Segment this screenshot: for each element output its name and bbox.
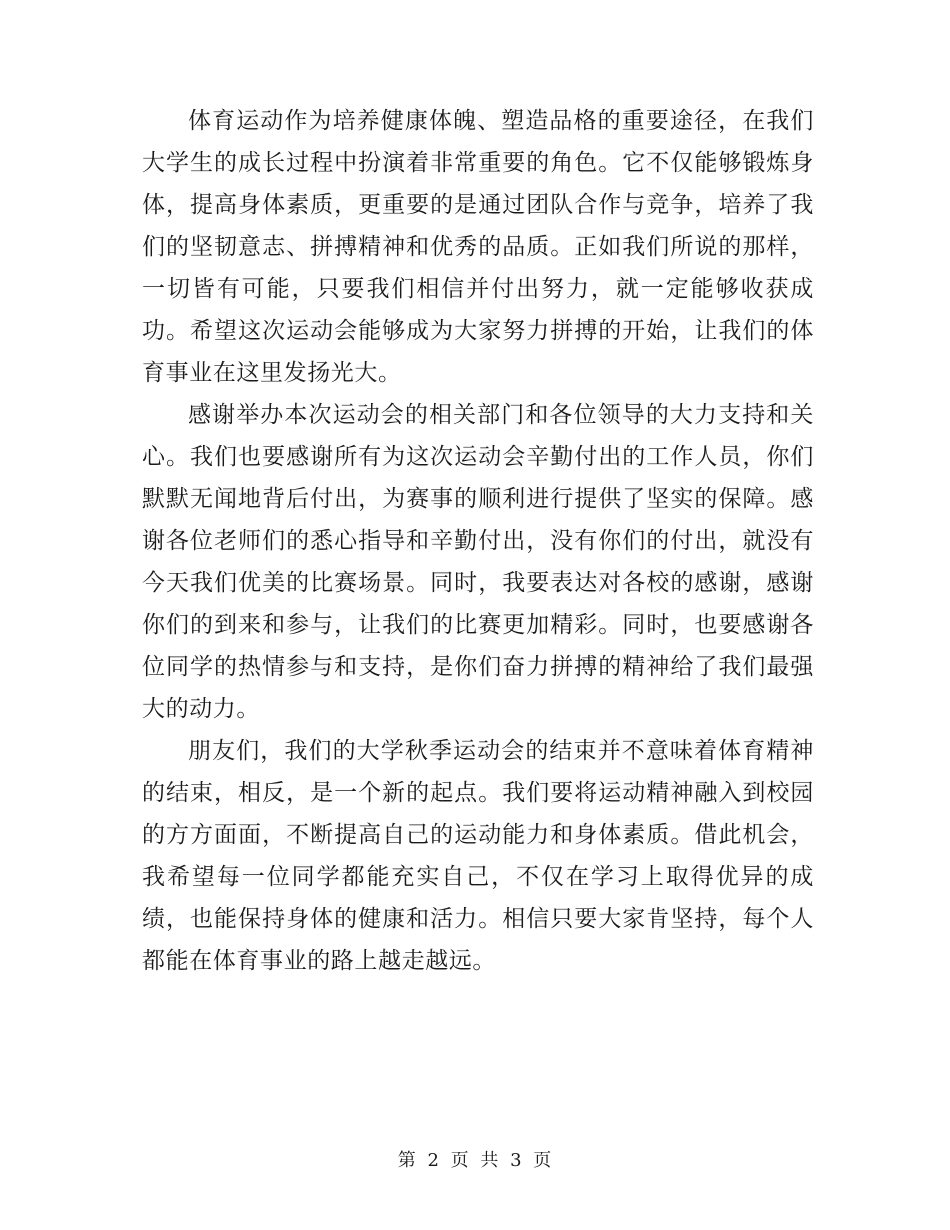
paragraph-3: 朋友们，我们的大学秋季运动会的结束并不意味着体育精神的结束，相反，是一个新的起点。我们要将运动精神融入到校园的方方面面，不断提高自己的运动能力和身体素质。借此机会，我希望每一位同学都能充实自己，不仅在学习上取得优异的成绩，也能保持身体的健康和活力。相信只要大家肯坚持，每个人都能在体育事业的路上越走越远。: [142, 738, 814, 974]
page-number-footer: 第 2 页 共 3 页: [397, 1150, 553, 1171]
paragraph-1: 体育运动作为培养健康体魄、塑造品格的重要途径，在我们大学生的成长过程中扮演着非常重要的角色。它不仅能够锻炼身体，提高身体素质，更重要的是通过团队合作与竞争，培养了我们的坚韧意志、拼搏精神和优秀的品质。正如我们所说的那样，一切皆有可能，只要我们相信并付出努力，就一定能够收获成功。希望这次运动会能够成为大家努力拼搏的开始，让我们的体育事业在这里发扬光大。: [142, 108, 814, 386]
paragraph-2: 感谢举办本次运动会的相关部门和各位领导的大力支持和关心。我们也要感谢所有为这次运动会辛勤付出的工作人员，你们默默无闻地背后付出，为赛事的顺利进行提供了坚实的保障。感谢各位老师们的悉心指导和辛勤付出，没有你们的付出，就没有今天我们优美的比赛场景。同时，我要表达对各校的感谢，感谢你们的到来和参与，让我们的比赛更加精彩。同时，也要感谢各位同学的热情参与和支持，是你们奋力拼搏的精神给了我们最强大的动力。: [142, 402, 814, 722]
document-body: [142, 100, 814, 982]
